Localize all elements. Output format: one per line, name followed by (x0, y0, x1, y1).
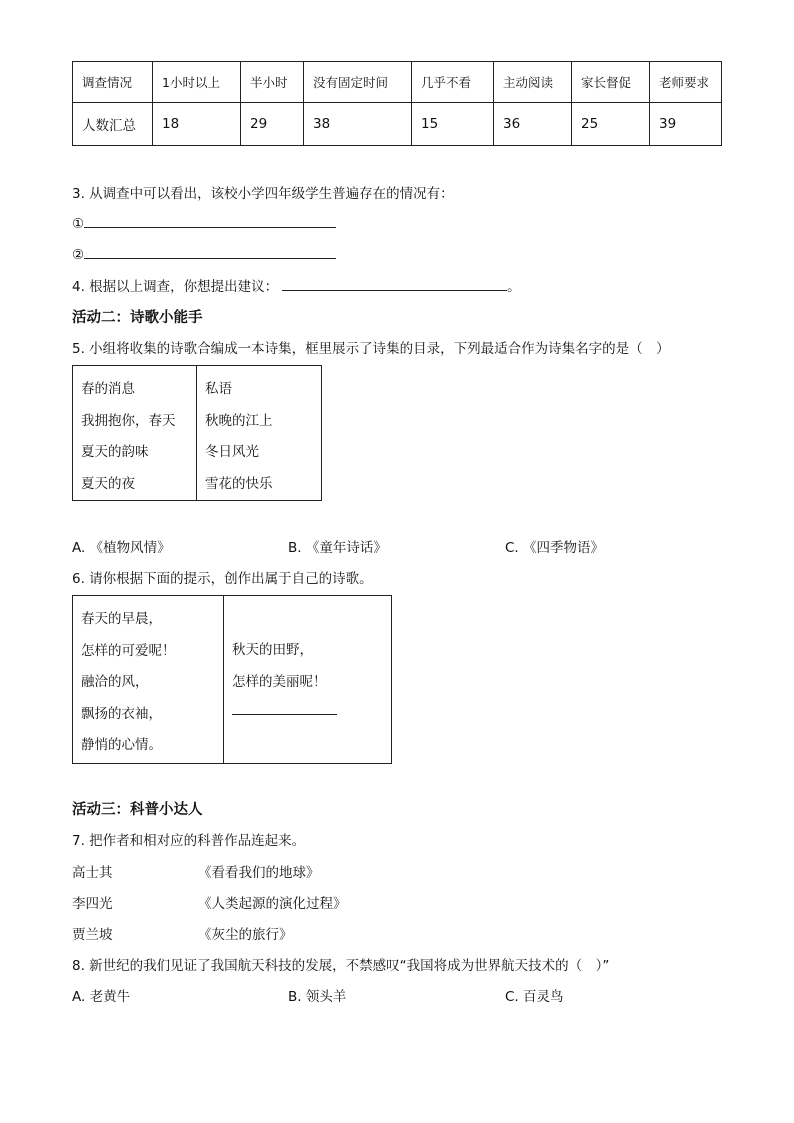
catalog-row (73, 366, 322, 501)
survey-header-cell: 调查情况 (73, 62, 153, 103)
catalog-entry: 夏天的夜 (81, 475, 135, 492)
q3-item-2-marker: ② (72, 247, 85, 263)
survey-cell: 39 (650, 103, 722, 146)
q7-work[interactable]: 《人类起源的演化过程》 (198, 896, 347, 912)
poem-write-column (224, 596, 392, 764)
catalog-entry: 私语 (205, 381, 232, 397)
survey-row-label: 人数汇总 (73, 103, 153, 146)
poem-answer-line[interactable] (232, 698, 390, 730)
poem-row (73, 596, 392, 764)
q3-answer-2 (72, 246, 336, 264)
poem-table (72, 595, 392, 764)
survey-header-cell: 1小时以上 (153, 62, 241, 103)
q7-author[interactable]: 李四光 (72, 896, 113, 912)
q3-answer-1 (72, 215, 336, 233)
catalog-entry: 秋晚的江上 (205, 412, 273, 429)
q4-answer-blank[interactable] (282, 290, 507, 291)
catalog-entry: 冬日风光 (205, 444, 259, 460)
q3-item-1-marker: ① (72, 216, 85, 232)
poem-line: 融洽的风， (81, 674, 149, 690)
catalog-entry: 雪花的快乐 (205, 475, 273, 492)
q5-option-b[interactable]: B. 《童年诗话》 (288, 540, 387, 556)
q8-option-b[interactable]: B. 领头羊 (288, 989, 347, 1005)
survey-header-cell: 家长督促 (572, 62, 650, 103)
q7-author[interactable]: 高士其 (72, 865, 113, 881)
survey-header-cell: 没有固定时间 (304, 62, 412, 103)
poem-line: 秋天的田野， (232, 642, 313, 658)
survey-header-cell: 主动阅读 (494, 62, 572, 103)
question-4 (72, 278, 521, 296)
poem-sample-column (73, 596, 224, 764)
q5-option-c[interactable]: C. 《四季物语》 (505, 540, 605, 556)
catalog-entry: 夏天的韵味 (81, 444, 149, 460)
survey-cell: 29 (241, 103, 304, 146)
survey-cell: 36 (494, 103, 572, 146)
question-3: 3. 从调查中可以看出，该校小学四年级学生普遍存在的情况有： (72, 186, 454, 202)
poem-line: 飘扬的衣袖， (81, 705, 162, 722)
survey-cell: 38 (304, 103, 412, 146)
q7-work[interactable]: 《灰尘的旅行》 (198, 927, 293, 943)
poem-line: 春天的早晨， (81, 611, 162, 627)
survey-cell: 25 (572, 103, 650, 146)
poem-line: 怎样的美丽呢！ (232, 673, 327, 690)
question-8: 8. 新世纪的我们见证了我国航天科技的发展，不禁感叹“我国将成为世界航天技术的（ ）” (72, 958, 610, 974)
catalog-left-column (73, 366, 197, 501)
poem-line: 怎样的可爱呢！ (81, 642, 176, 659)
q4-prompt: 4. 根据以上调查，你想提出建议： (72, 279, 279, 295)
activity-3-heading: 活动三：科普小达人 (72, 802, 203, 818)
survey-header-cell: 半小时 (241, 62, 304, 103)
q4-end-mark: 。 (507, 279, 521, 295)
question-7: 7. 把作者和相对应的科普作品连起来。 (72, 833, 306, 849)
survey-table (72, 61, 722, 146)
survey-header-row (73, 62, 722, 103)
question-6: 6. 请你根据下面的提示，创作出属于自己的诗歌。 (72, 571, 373, 587)
q3-answer-1-blank[interactable] (84, 227, 336, 228)
catalog-right-column (197, 366, 322, 501)
survey-cell: 18 (153, 103, 241, 146)
q7-work[interactable]: 《看看我们的地球》 (198, 865, 320, 881)
poetry-catalog-table (72, 365, 322, 501)
survey-header-cell: 老师要求 (650, 62, 722, 103)
q5-option-a[interactable]: A. 《植物风情》 (72, 540, 171, 556)
q7-author[interactable]: 贾兰坡 (72, 927, 113, 943)
q8-option-a[interactable]: A. 老黄牛 (72, 989, 131, 1005)
survey-header-cell: 几乎不看 (412, 62, 494, 103)
survey-cell: 15 (412, 103, 494, 146)
q3-answer-2-blank[interactable] (84, 258, 336, 259)
catalog-entry: 春的消息 (81, 381, 135, 397)
question-5: 5. 小组将收集的诗歌合编成一本诗集，框里展示了诗集的目录，下列最适合作为诗集名字的是（ ） (72, 341, 670, 357)
q8-option-c[interactable]: C. 百灵鸟 (505, 989, 564, 1005)
activity-2-heading: 活动二：诗歌小能手 (72, 310, 203, 326)
poem-answer-blank[interactable] (232, 714, 337, 715)
survey-data-row (73, 103, 722, 146)
catalog-entry: 我拥抱你，春天 (81, 412, 176, 429)
poem-line: 静悄的心情。 (81, 737, 162, 753)
